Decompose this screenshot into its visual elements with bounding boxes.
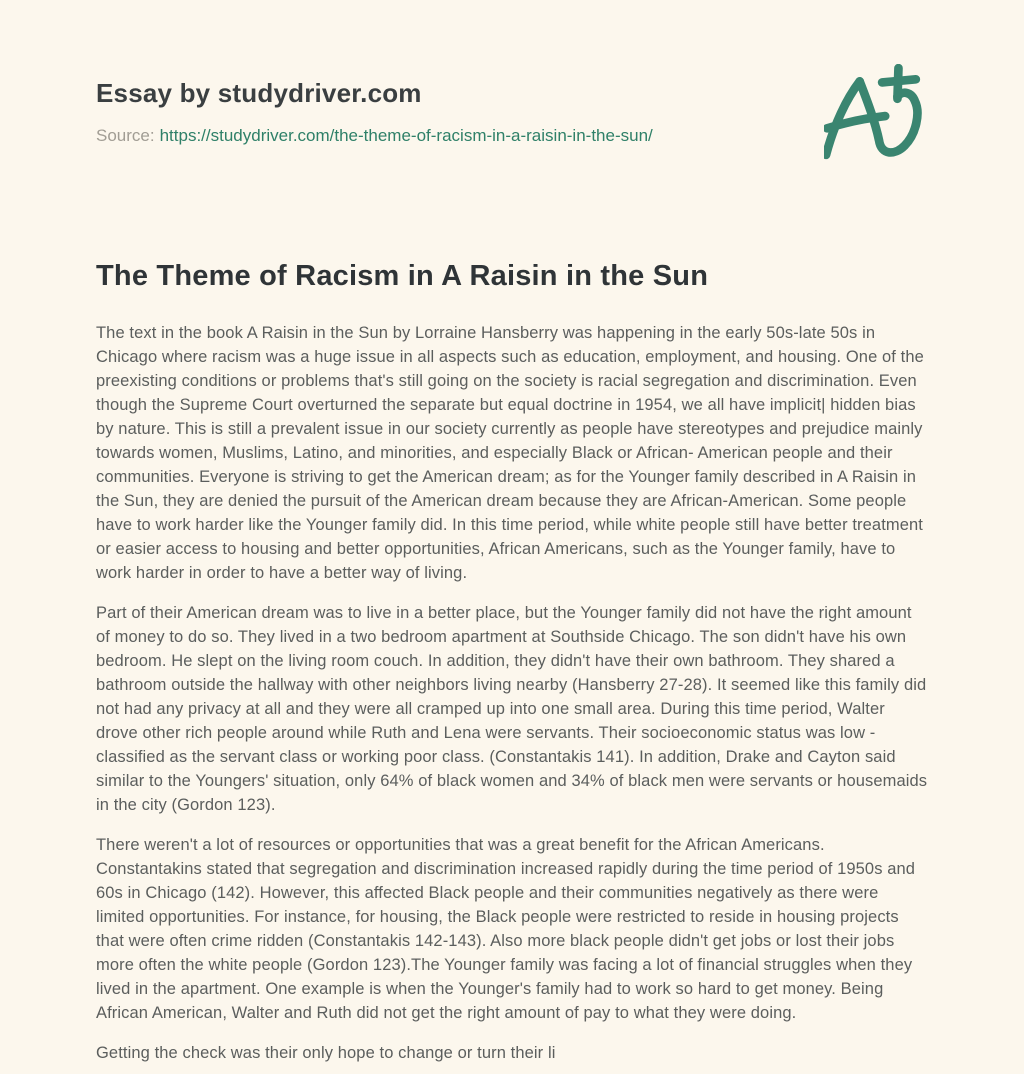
essay-paragraph: Getting the check was their only hope to change or turn their li	[96, 1044, 556, 1062]
plus-horizontal-shape	[882, 79, 916, 82]
source-label: Source:	[96, 126, 155, 145]
essay-paragraph: The text in the book A Raisin in the Sun by Lorraine Hansberry was happening in the early 50s-late 50s in Chicago where racism was a huge issue in all aspects such as education, employment, and housing. One of the preexisting conditions or problems that's still going on the society is racial segregation and discrimination. Even though the Supreme Court overturned the separate but equal doctrine in 1954, we all have implicit| hidden bias by nature. This is still a prevalent issue in our society currently as people have stereotypes and prejudice mainly towards women, Muslims, Latino, and minorities, and especially Black or African- American people and their communities. Everyone is striving to get the American dream; as for the Younger family described in A Raisin in the Sun, they are denied the pursuit of the American dream because they are African-American. Some people have to work harder like the Younger family did. In this time period, while white people still have better treatment or easier access to housing and better opportunities, African Americans, such as the Younger family, have to work harder in order to have a better way of living.	[96, 324, 924, 582]
essay-title: The Theme of Racism in A Raisin in the Sun	[96, 260, 709, 292]
source-link[interactable]: https://studydriver.com/the-theme-of-racism-in-a-raisin-in-the-sun/	[159, 126, 653, 145]
essay-paragraph: There weren't a lot of resources or opportunities that was a great benefit for the African Americans. Constantakins stated that segregation and discrimination increased rapidly during the time period of 1950s and 60s in Chicago (142). However, this affected Black people and their communities negatively as there were limited opportunities. For instance, for housing, the Black people were restricted to reside in housing projects that were often crime ridden (Constantakis 142-143). Also more black people didn't get jobs or lost their jobs more often the white people (Gordon 123).The Younger family was facing a lot of financial struggles when they lived in the apartment. One example is when the Younger's family had to work so hard to get money. Being African American, Walter and Ruth did not get the right amount of pay to what they were doing.	[96, 836, 916, 1022]
essay-body	[96, 321, 928, 1065]
source-line	[96, 126, 928, 146]
essay-by-heading: Essay by studydriver.com	[96, 78, 422, 108]
a-plus-logo	[824, 64, 926, 160]
essay-paragraph: Part of their American dream was to live in a better place, but the Younger family did not have the right amount of money to do so. They lived in a two bedroom apartment at Southside Chicago. The son didn't have his own bedroom. He slept on the living room couch. In addition, they didn't have their own bathroom. They shared a bathroom outside the hallway with other neighbors living nearby (Hansberry 27-28). It seemed like this family did not had any privacy at all and they were all cramped up into one small area. During this time period, Walter drove other rich people around while Ruth and Lena were servants. Their socioeconomic status was low - classified as the servant class or working poor class. (Constantakis 141). In addition, Drake and Cayton said similar to the Youngers' situation, only 64% of black women and 34% of black men were servants or housemaids in the city (Gordon 123).	[96, 604, 928, 814]
